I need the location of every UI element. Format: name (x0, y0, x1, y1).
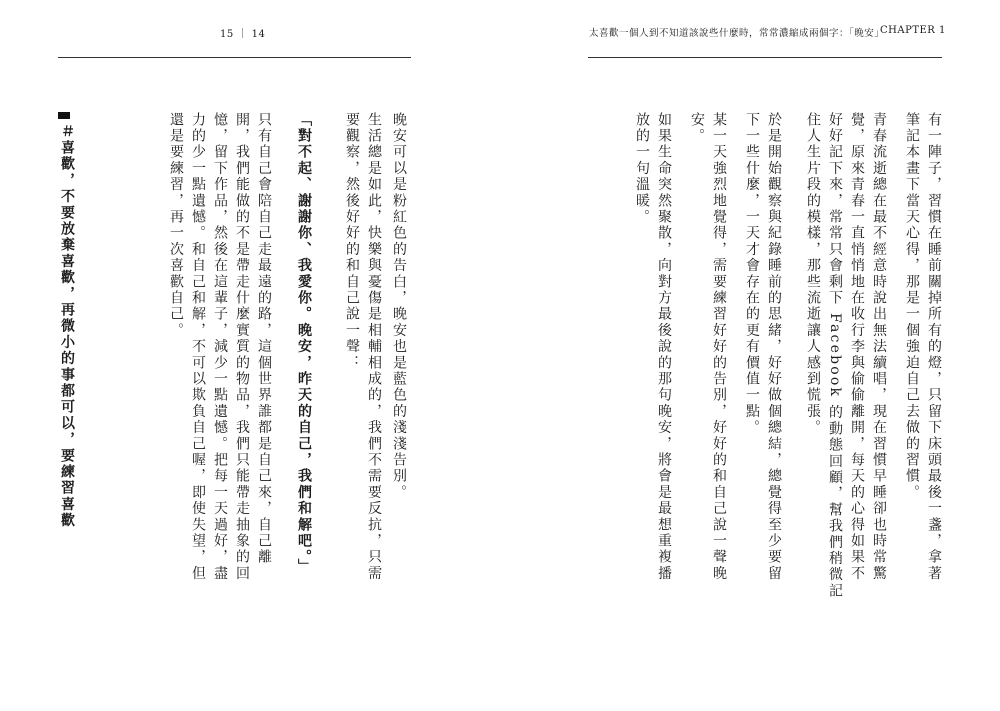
right-paragraph-2 (802, 112, 890, 599)
running-title: 太喜歡一個人到不知道該說些什麼時，常常濃縮成兩個字：「晚安」 (589, 28, 885, 39)
text-line: 青春流逝總在最不經意時說出無法續唱，現在習慣早睡卻也時常驚 (871, 112, 887, 582)
left-paragraph-2 (341, 112, 385, 582)
text-line: 力的少一點遺憾。和自己和解，不可以欺負自己喔，即使失望，但 (190, 112, 206, 582)
chapter-label: CHAPTER 1 (880, 25, 946, 36)
hashtag-line: ＃喜歡，不要放棄喜歡，再微小的事都可以，要練習喜歡 (59, 124, 75, 529)
header-rule-left (58, 57, 411, 58)
text-line: 還是要練習，再一次喜歡自己。 (168, 112, 184, 339)
text-line: 只有自己會陪自己走最遠的路，這個世界誰都是自己來，自己離 (256, 112, 272, 566)
right-paragraph-4 (686, 112, 730, 582)
text-line: 筆記本畫下當天心得，那是一個強迫自己去做的習慣。 (904, 112, 920, 501)
right-paragraph-5 (631, 112, 675, 582)
text-line: 某一天強烈地覺得，需要練習好好的告別，好好的和自己說一聲晚 (711, 112, 727, 582)
text-line: 放的一句溫暖。 (634, 112, 650, 226)
text-line: 好好記下來，常常只會剩下 Facebook 的動態回顧，幫我們稍微記 (827, 112, 843, 600)
text-line: 於是開始觀察與紀錄睡前的思緒，好好做個總結，總覺得至少要留 (766, 112, 782, 582)
text-line: 要觀察，然後好好的和自己說一聲： (344, 112, 360, 372)
text-line: 安。 (689, 112, 705, 145)
text-line: 生活總是如此，快樂與憂傷是相輔相成的，我們不需要反抗，只需 (366, 112, 382, 582)
text-line: 晚安可以是粉紅色的告白，晚安也是藍色的淺淺告別。 (391, 112, 407, 501)
text-line: 開，我們能做的不是帶走什麼實質的物品，我們只能帶走抽象的回 (234, 112, 250, 582)
text-line: 下一些什麼，一天才會存在的更有價值一點。 (744, 112, 760, 436)
text-line: 憶，留下作品，然後在這輩子，減少一點遺憾。把每一天過好，盡 (212, 112, 228, 582)
text-line: 有一陣子，習慣在睡前關掉所有的燈，只留下床頭最後一盞，拿著 (926, 112, 942, 582)
text-line: 覺，原來青春一直悄悄地在收行李與偷偷離開，每天的心得如果不 (849, 112, 865, 582)
text-line: 如果生命突然聚散，向對方最後說的那句晚安，將會是最想重複播 (656, 112, 672, 582)
quote-line: 「對不起、謝謝你、我愛你。晚安，昨天的自己，我們和解吧。」 (296, 112, 312, 575)
header-rule-right (588, 57, 942, 58)
right-page (500, 0, 1000, 711)
page-numbers: 15 ｜ 14 (220, 29, 266, 40)
hashtag-marker (58, 112, 70, 119)
right-paragraph-3 (741, 112, 785, 582)
text-line: 住人生片段的模樣，那些流逝讓人感到慌張。 (805, 112, 821, 436)
right-paragraph-1 (901, 112, 945, 582)
left-closing-paragraph (165, 112, 275, 582)
left-paragraph-1 (388, 112, 410, 501)
